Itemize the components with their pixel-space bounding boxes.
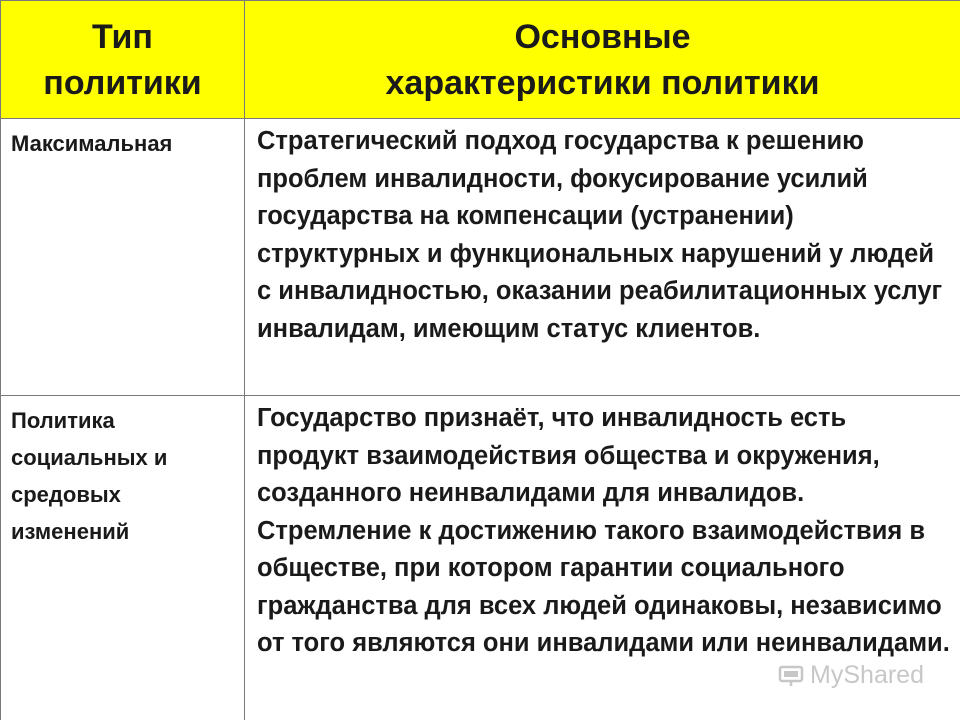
header-policy-characteristics: Основные характеристики политики <box>245 1 960 119</box>
header-policy-type: Тип политики <box>1 1 245 119</box>
policy-description-cell: Государство признаёт, что инвалидность есть продукт взаимодействия общества и окружения, созданного неинвалидами для инвалидов. Стремление к достижению такого взаимодействия в обществе, при котором гарантии социального гражданства для всех людей одинаковы, независимо от того являются они инвалидами или неинвалидами. <box>245 396 960 720</box>
policy-type-cell: Политика социальных и средовых изменений <box>1 396 245 720</box>
table-row <box>1 119 960 396</box>
watermark-text: MyShared <box>810 661 924 689</box>
header-row <box>1 1 960 119</box>
policy-type-cell: Максимальная <box>1 119 245 396</box>
policy-description-cell: Стратегический подход государства к решению проблем инвалидности, фокусирование усилий государства на компенсации (устранении) структурных и функциональных нарушений у людей с инвалидностью, оказании реабилитационных услуг инвалидам, имеющим статус клиентов. <box>245 119 960 396</box>
table-row <box>1 396 960 720</box>
